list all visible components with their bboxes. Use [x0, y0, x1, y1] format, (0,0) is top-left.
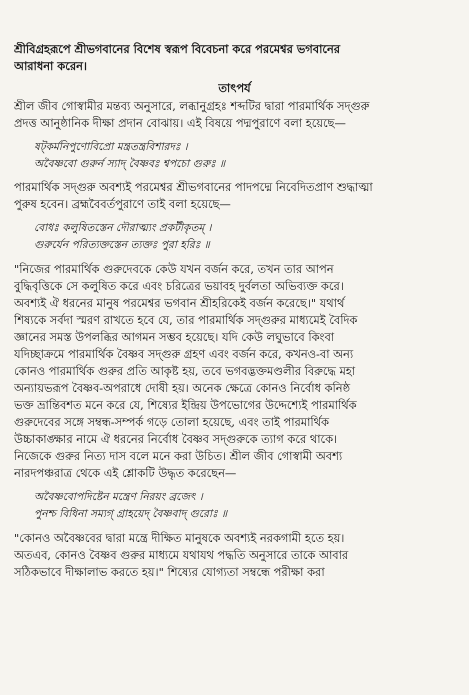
purport-heading: তাৎপর্য	[218, 81, 251, 95]
verse-line: অবৈষ্ণবো গুরুর্ন স্যাদ্ বৈষ্ণবঃ শ্বপচো গুরুঃ ॥	[34, 158, 226, 170]
paragraph-line: পারমার্থিক সদ্গুরু অবশ্যই পরমেশ্বর শ্রীভগবানের পাদপদ্মে নিবেদিতপ্রাণ শুদ্ধাত্মা	[14, 180, 373, 194]
paragraph-line: প্রদত্ত আনুষ্ঠানিক দীক্ষা প্রদান বোঝায়। এই বিষয়ে পদ্মপুরাণে বলা হয়েছে—	[14, 116, 346, 130]
verse-line: গুরুর্যেন পরিত্যক্তস্তেন ত্যক্তঃ পুরা হরিঃ ॥	[34, 239, 210, 251]
paragraph-line: যদিচ্ছাক্রমে পারমার্থিক বৈষ্ণব সদ্গুরু গ্রহণ এবং বর্জন করে, কখনও-বা অন্য	[14, 347, 354, 361]
paragraph-line: শ্রীল জীব গোস্বামীর মন্তব্য অনুসারে, লব্ধানুগ্রহঃ শব্দটির দ্বারা পারমার্থিক সদ্গুরু	[14, 99, 370, 113]
paragraph-line: অবশ্যই ঐ ধরনের মানুষ পরমেশ্বর ভগবান শ্রীহরিকেই বর্জন করেছে।" যথার্থ	[14, 296, 345, 310]
paragraph-line: গুরুদেবের সঙ্গে সম্বন্ধ-সম্পর্ক গড়ে তোলা হয়েছে, এবং তাই পারমার্থিক	[14, 415, 330, 429]
verse-line: পুনশ্চ বিধিনা সম্যগ্ গ্রাহয়েদ্ বৈষ্ণবাদ্ গুরোঃ ॥	[34, 508, 228, 520]
paragraph-line: কোনও পারমার্থিক গুরুর প্রতি আকৃষ্ট হয়, তবে ভগবদ্ভক্তমণ্ডলীর বিরুদ্ধে মহা	[14, 364, 356, 378]
translation-line: শ্রীবিগ্রহরূপে শ্রীভগবানের বিশেষ স্বরূপ বিবেচনা করে পরমেশ্বর ভগবানের	[14, 42, 341, 56]
paragraph-line: "নিজের পারমার্থিক গুরুদেবকে কেউ যখন বর্জন করে, তখন তার আপন	[14, 262, 334, 276]
translation-line: আরাধনা করেন।	[14, 59, 87, 73]
verse-line: বোধঃ কলুষিতস্তেন দৌরাত্ম্যং প্রকটীকৃতম্ ।	[34, 222, 212, 234]
paragraph-line: নারদপঞ্চরাত্র থেকে এই শ্লোকটি উদ্ধৃত করেছেন—	[14, 466, 237, 480]
paragraph-line: পুরুষ হবেন। ব্রহ্মবৈবর্তপুরাণে তাই বলা হয়েছে—	[14, 197, 231, 211]
paragraph-line: শিষ্যকে সর্বদা স্মরণ রাখতে হবে যে, তার পারমার্থিক সদ্গুরুর মাধ্যমেই বৈদিক	[14, 313, 358, 327]
paragraph-line: অন্যায়ভরূপ বৈষ্ণব-অপরাধে দোষী হয়। অনেক ক্ষেত্রে কোনও নির্বোধ কনিষ্ঠ	[14, 381, 351, 395]
paragraph-line: অতএব, কোনও বৈষ্ণব গুরুর মাধ্যমে যথাযথ পদ্ধতি অনুসারে তাকে আবার	[14, 548, 349, 562]
paragraph-line: ভক্ত ভ্রান্তিবশত মনে করে যে, শিষ্যের ইন্দ্রিয় উপভোগের উদ্দেশ্যেই পারমার্থিক	[14, 398, 357, 412]
paragraph-line: "কোনও অবৈষ্ণবের দ্বারা মন্ত্রে দীক্ষিত মানুষকে অবশ্যই নরকগামী হতে হয়।	[14, 531, 345, 545]
paragraph-line: সঠিকভাবে দীক্ষালাভ করতে হয়।" শিষ্যের যোগ্যতা সম্বন্ধে পরীক্ষা করা	[14, 565, 325, 579]
paragraph-line: নিজেকে গুরুর নিত্য দাস বলে মনে করা উচিত। শ্রীল জীব গোস্বামী অবশ্য	[14, 449, 343, 463]
paragraph-line: জ্ঞানের সমস্ত উপলব্ধির আগমন সম্ভব হয়েছে। যদি কেউ লঘুভাবে কিংবা	[14, 330, 335, 344]
verse-line: ষট্কর্মনিপুণোবিপ্রো মন্ত্রতন্ত্রবিশারদঃ ।	[34, 141, 188, 153]
paragraph-line: বুদ্ধিবৃত্তিকে সে কলুষিত করে এবং চরিত্রের ভয়াবহ দুর্বলতা অভিব্যক্ত করে।	[14, 279, 344, 293]
paragraph-line: উচ্চাকাঙ্ক্ষার নামে ঐ ধরনের নির্বোধ বৈষ্ণব সদ্গুরুকে ত্যাগ করে থাকে।	[14, 432, 338, 446]
verse-line: অবৈষ্ণবোপদিষ্টেন মন্ত্রেণ নিরয়ং ব্রজেৎ ।	[34, 491, 203, 503]
